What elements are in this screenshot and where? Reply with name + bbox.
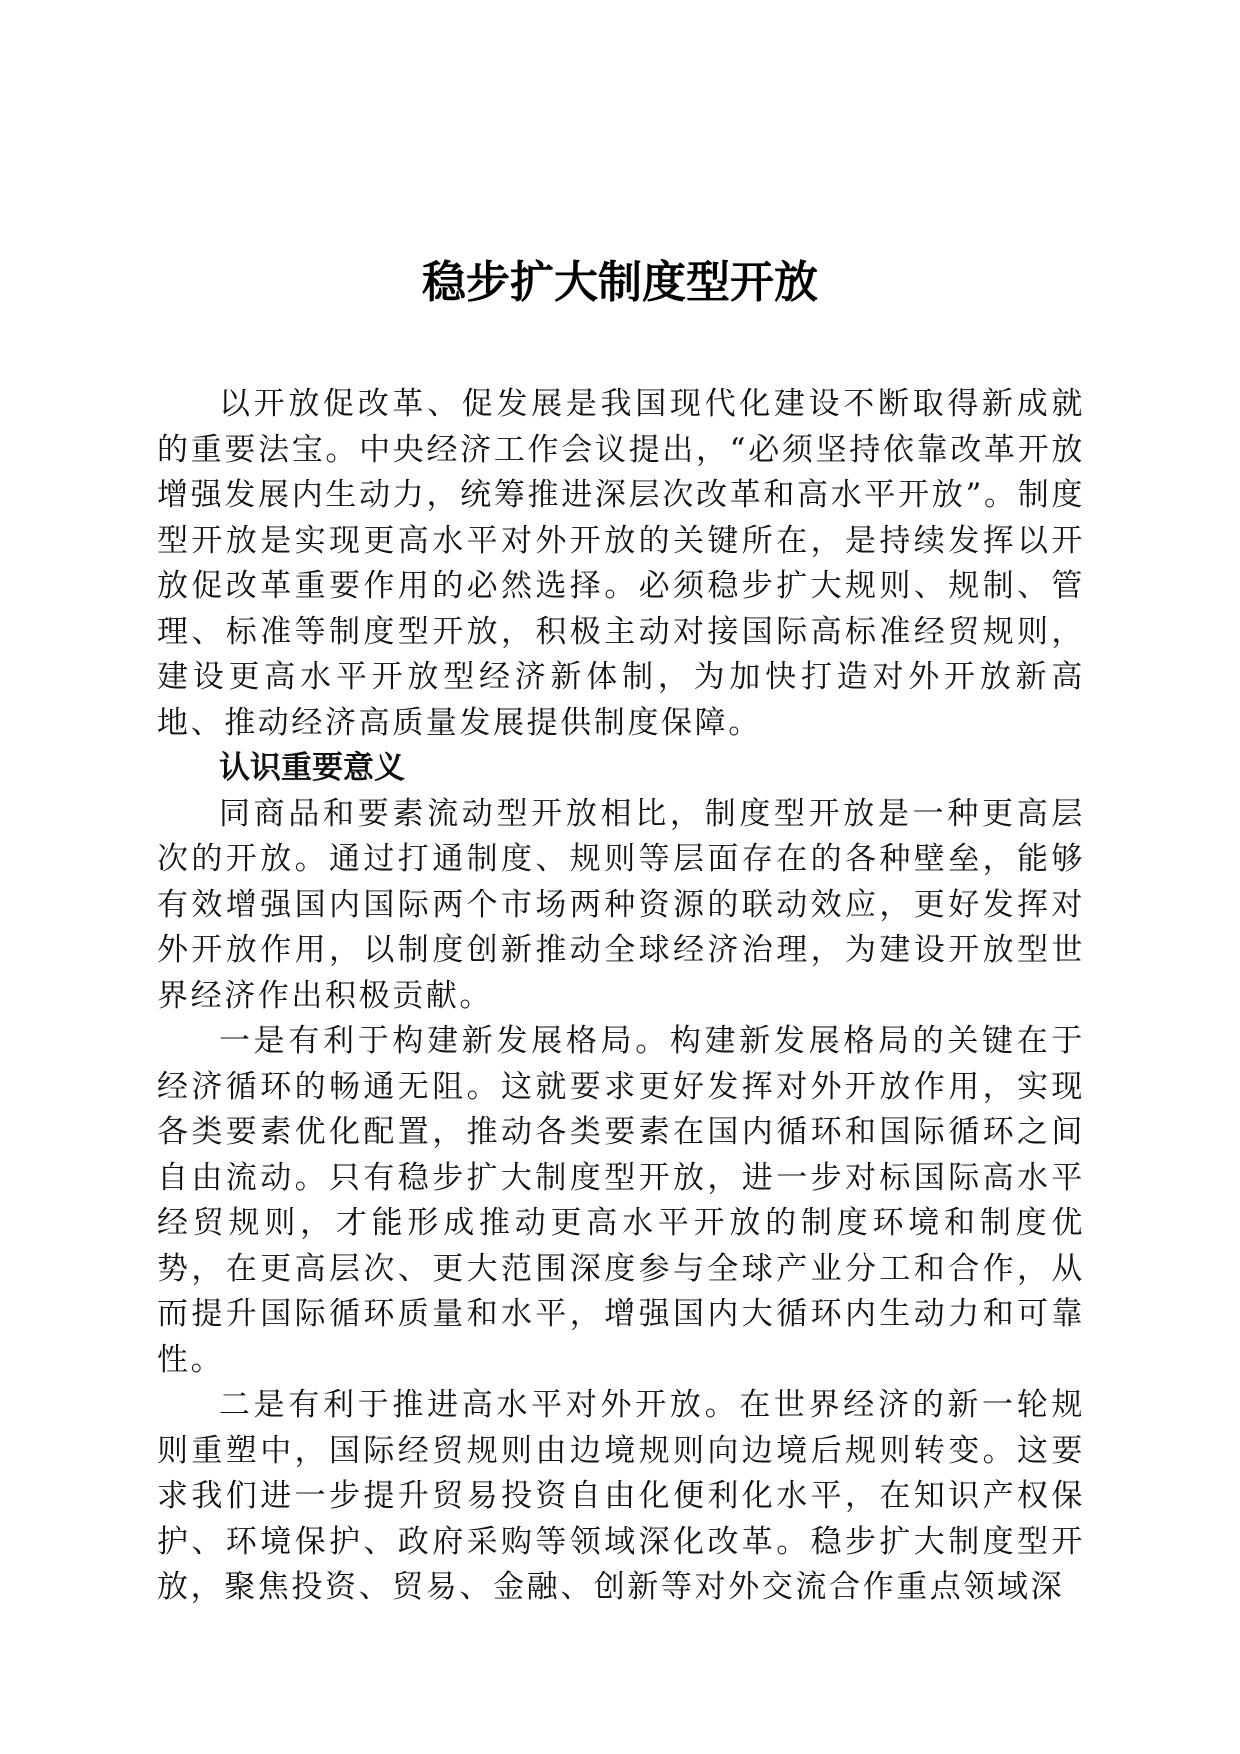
section-heading: 认识重要意义 xyxy=(219,750,405,786)
paragraph-point-one: 一是有利于构建新发展格局。构建新发展格局的关键在于经济循环的畅通无阻。这就要求更好发挥对外开放作用，实现各类要素优化配置，推动各类要素在国内循环和国际循环之间自由流动。只有稳步扩大制度型开放，进一步对标国际高水平经贸规则，才能形成推动更高水平开放的制度环境和制度优势，在更高层次、更大范围深度参与全球产业分工和合作，从而提升国际循环质量和水平，增强国内大循环内生动力和可靠性。 xyxy=(157,1023,1085,1378)
paragraph-intro: 以开放促改革、促发展是我国现代化建设不断取得新成就的重要法宝。中央经济工作会议提出，“必须坚持依靠改革开放增强发展内生动力，统筹推进深层次改革和高水平开放”。制度型开放是实现更高水平对外开放的关键所在，是持续发挥以开放促改革重要作用的必然选择。必须稳步扩大规则、规制、管理、标准等制度型开放，积极主动对接国际高标准经贸规则，建设更高水平开放型经济新体制，为加快打造对外开放新高地、推动经济高质量发展提供制度保障。 xyxy=(157,386,1085,741)
paragraph-significance: 同商品和要素流动型开放相比，制度型开放是一种更高层次的开放。通过打通制度、规则等层面存在的各种壁垒，能够有效增强国内国际两个市场两种资源的联动效应，更好发挥对外开放作用，以制度创新推动全球经济治理，为建设开放型世界经济作出积极贡献。 xyxy=(157,795,1085,1014)
paragraph-point-two: 二是有利于推进高水平对外开放。在世界经济的新一轮规则重塑中，国际经贸规则由边境规则向边境后规则转变。这要求我们进一步提升贸易投资自由化便利化水平，在知识产权保护、环境保护、政府采购等领域深化改革。稳步扩大制度型开放，聚焦投资、贸易、金融、创新等对外交流合作重点领域深 xyxy=(157,1387,1085,1605)
document-title: 稳步扩大制度型开放 xyxy=(422,257,818,308)
document-body xyxy=(157,382,1085,1611)
